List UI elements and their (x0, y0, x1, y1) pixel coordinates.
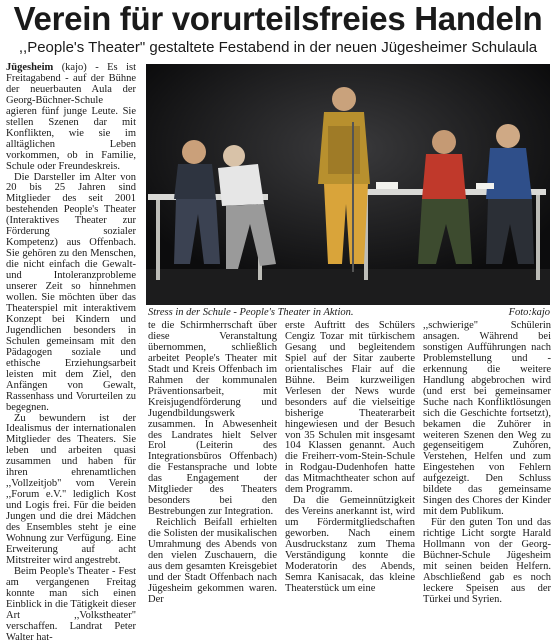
article-column-2 (148, 320, 277, 605)
stage-scene-illustration (146, 64, 550, 305)
headline: Verein für vorurteilsfreies Handeln (13, 0, 543, 37)
dateline: Jügesheim (6, 62, 54, 73)
paragraph: Da die Gemeinnützigkeit des Vereins anerkannt ist, wird um Fördermitgliedschaften geworben. Nach einem Ausdruckstanz zum Thema Verständigung konnte die Moderatorin des Abends, Semra Kanisacak, das kleine Theaterstück um eine (285, 495, 415, 594)
photo-credit: Foto:kajo (508, 307, 550, 318)
paragraph-text: (kajo) - Es ist Freitagabend - auf der Bühne der neuerbauten Aula der Georg-Büchner-Schule agieren fünf junge Leute. Sie stellen Szenen dar mit Konflikten, wie sie im alltäglichen Leben vorkommen, ob in Familie, Schule oder Freundeskreis. (6, 62, 136, 172)
paragraph: te die Schirmherrschaft über diese Veranstaltung übernommen, schließlich arbeitet People's Theater mit Stadt und Kreis Offenbach im Rahmen der kommunalen Präventionsarbeit, mit Kreisjugendförderung und Jugendbildungswerk zusammen. In Abwesenheit des Landrates hielt Selver Erol (Leiterin des Integrationsbüros Offenbach) die Festansprache und lobte das Engagement der Mitglieder des Theaters besonders bei den Bestrebungen zur Integration. (148, 320, 277, 518)
article-column-3 (285, 321, 415, 598)
photo-caption (148, 306, 550, 319)
paragraph (6, 63, 136, 173)
paragraph: Die Darsteller im Alter von 20 bis 25 Jahren sind Mitglieder des seit 2001 bestehenden People's Theater (Interaktives Theater zur Förderung sozialer Kompetenz) aus Offenbach. Sie gehören zu den Menschen, die nicht einfach die Gewalt- und Intoleranzprobleme unserer Zeit so hinnehmen wollen. Sie möchten über das Theaterspiel mit interaktivem Konzept bei Kindern und Jugendlichen besonders in Schulen gemeinsam mit den Pädagogen soziale und ethische Erziehungsarbeit leisten mit dem Ziel, den Anfängen von Gewalt, Rassenhass und Vorurteilen zu begegnen. (6, 171, 136, 413)
paragraph: Reichlich Beifall erhielten die Solisten der musikalischen Umrahmung des Abends von den vielen Zuschauern, die aus dem gesamten Kreisgebiet und der Stadt Offenbach nach Jügesheim gekommen waren. Der (148, 517, 277, 605)
article-column-1 (6, 62, 136, 643)
caption-text: Stress in der Schule - People's Theater in Aktion. (148, 307, 354, 318)
paragraph: erste Auftritt des Schülers Cengiz Tozar mit türkischem Gesang und begleitendem Spiel auf der Sitar zauberte orientalisches Flair auf die Bühne. Beim kurzweiligen Verlesen der News wurde besonders auf die vielseitige bisherige Theaterarbeit hingewiesen und der Besuch von 35 Schulen mit insgesamt 104 Klassen genannt. Auch die Freiherr-vom-Stein-Schule in Rodgau-Dudenhofen hatte das Mitmachtheater schon auf dem Programm. (285, 320, 415, 496)
paragraph: Beim People's Theater - Fest am vergangenen Freitag konnte man sich einen Einblick in die Tätigkeit dieser Art ,,Volkstheater" verschaffen. Landrat Peter Walter hat- (6, 565, 136, 643)
paragraph: Zu bewundern ist der Idealismus der internationalen Mitglieder des Theaters. Sie leben und arbeiten quasi zusammen und haben für ihren ehrenamtlichen ,,Vollzeitjob" vom Verein ,,Forum e.V." lediglich Kost und Logis frei. Für die beiden Jungen und die drei Mädchen des Ensembles steht je eine Wohnung zur Verfügung. Eine Erweiterung auf acht Mitstreiter wird angestrebt. (6, 412, 136, 566)
article-column-4 (423, 320, 551, 605)
article-photo (146, 64, 550, 305)
paragraph: ,,schwierige" Schülerin ansagen. Während bei sonstigen Aufführungen nach Problemstellung und -erkennung die weitere Handlung abgebrochen wird (und erst bei gemeinsamer Suche nach Konfliktlösungen sich die Geschichte fortsetzt), bekamen die Zuhörer in weiteren Szenen den Weg zu gegenseitigem Zuhören, Verstehen, Helfen und zum Eingestehen von Fehlern aufgezeigt. Den Schluss bildete das gemeinsame Singen des Chores der Kinder mit dem Publikum. (423, 320, 551, 518)
paragraph: Für den guten Ton und das richtige Licht sorgte Harald Hollmann von der Georg-Büchner-Schule Jügesheim mit seinen beiden Helfern. Abschließend gab es noch leckere Speisen aus der Türkei und Syrien. (423, 517, 551, 605)
subheadline: ,,People's Theater" gestaltete Festabend in der neuen Jügesheimer Schulaula (18, 39, 538, 56)
